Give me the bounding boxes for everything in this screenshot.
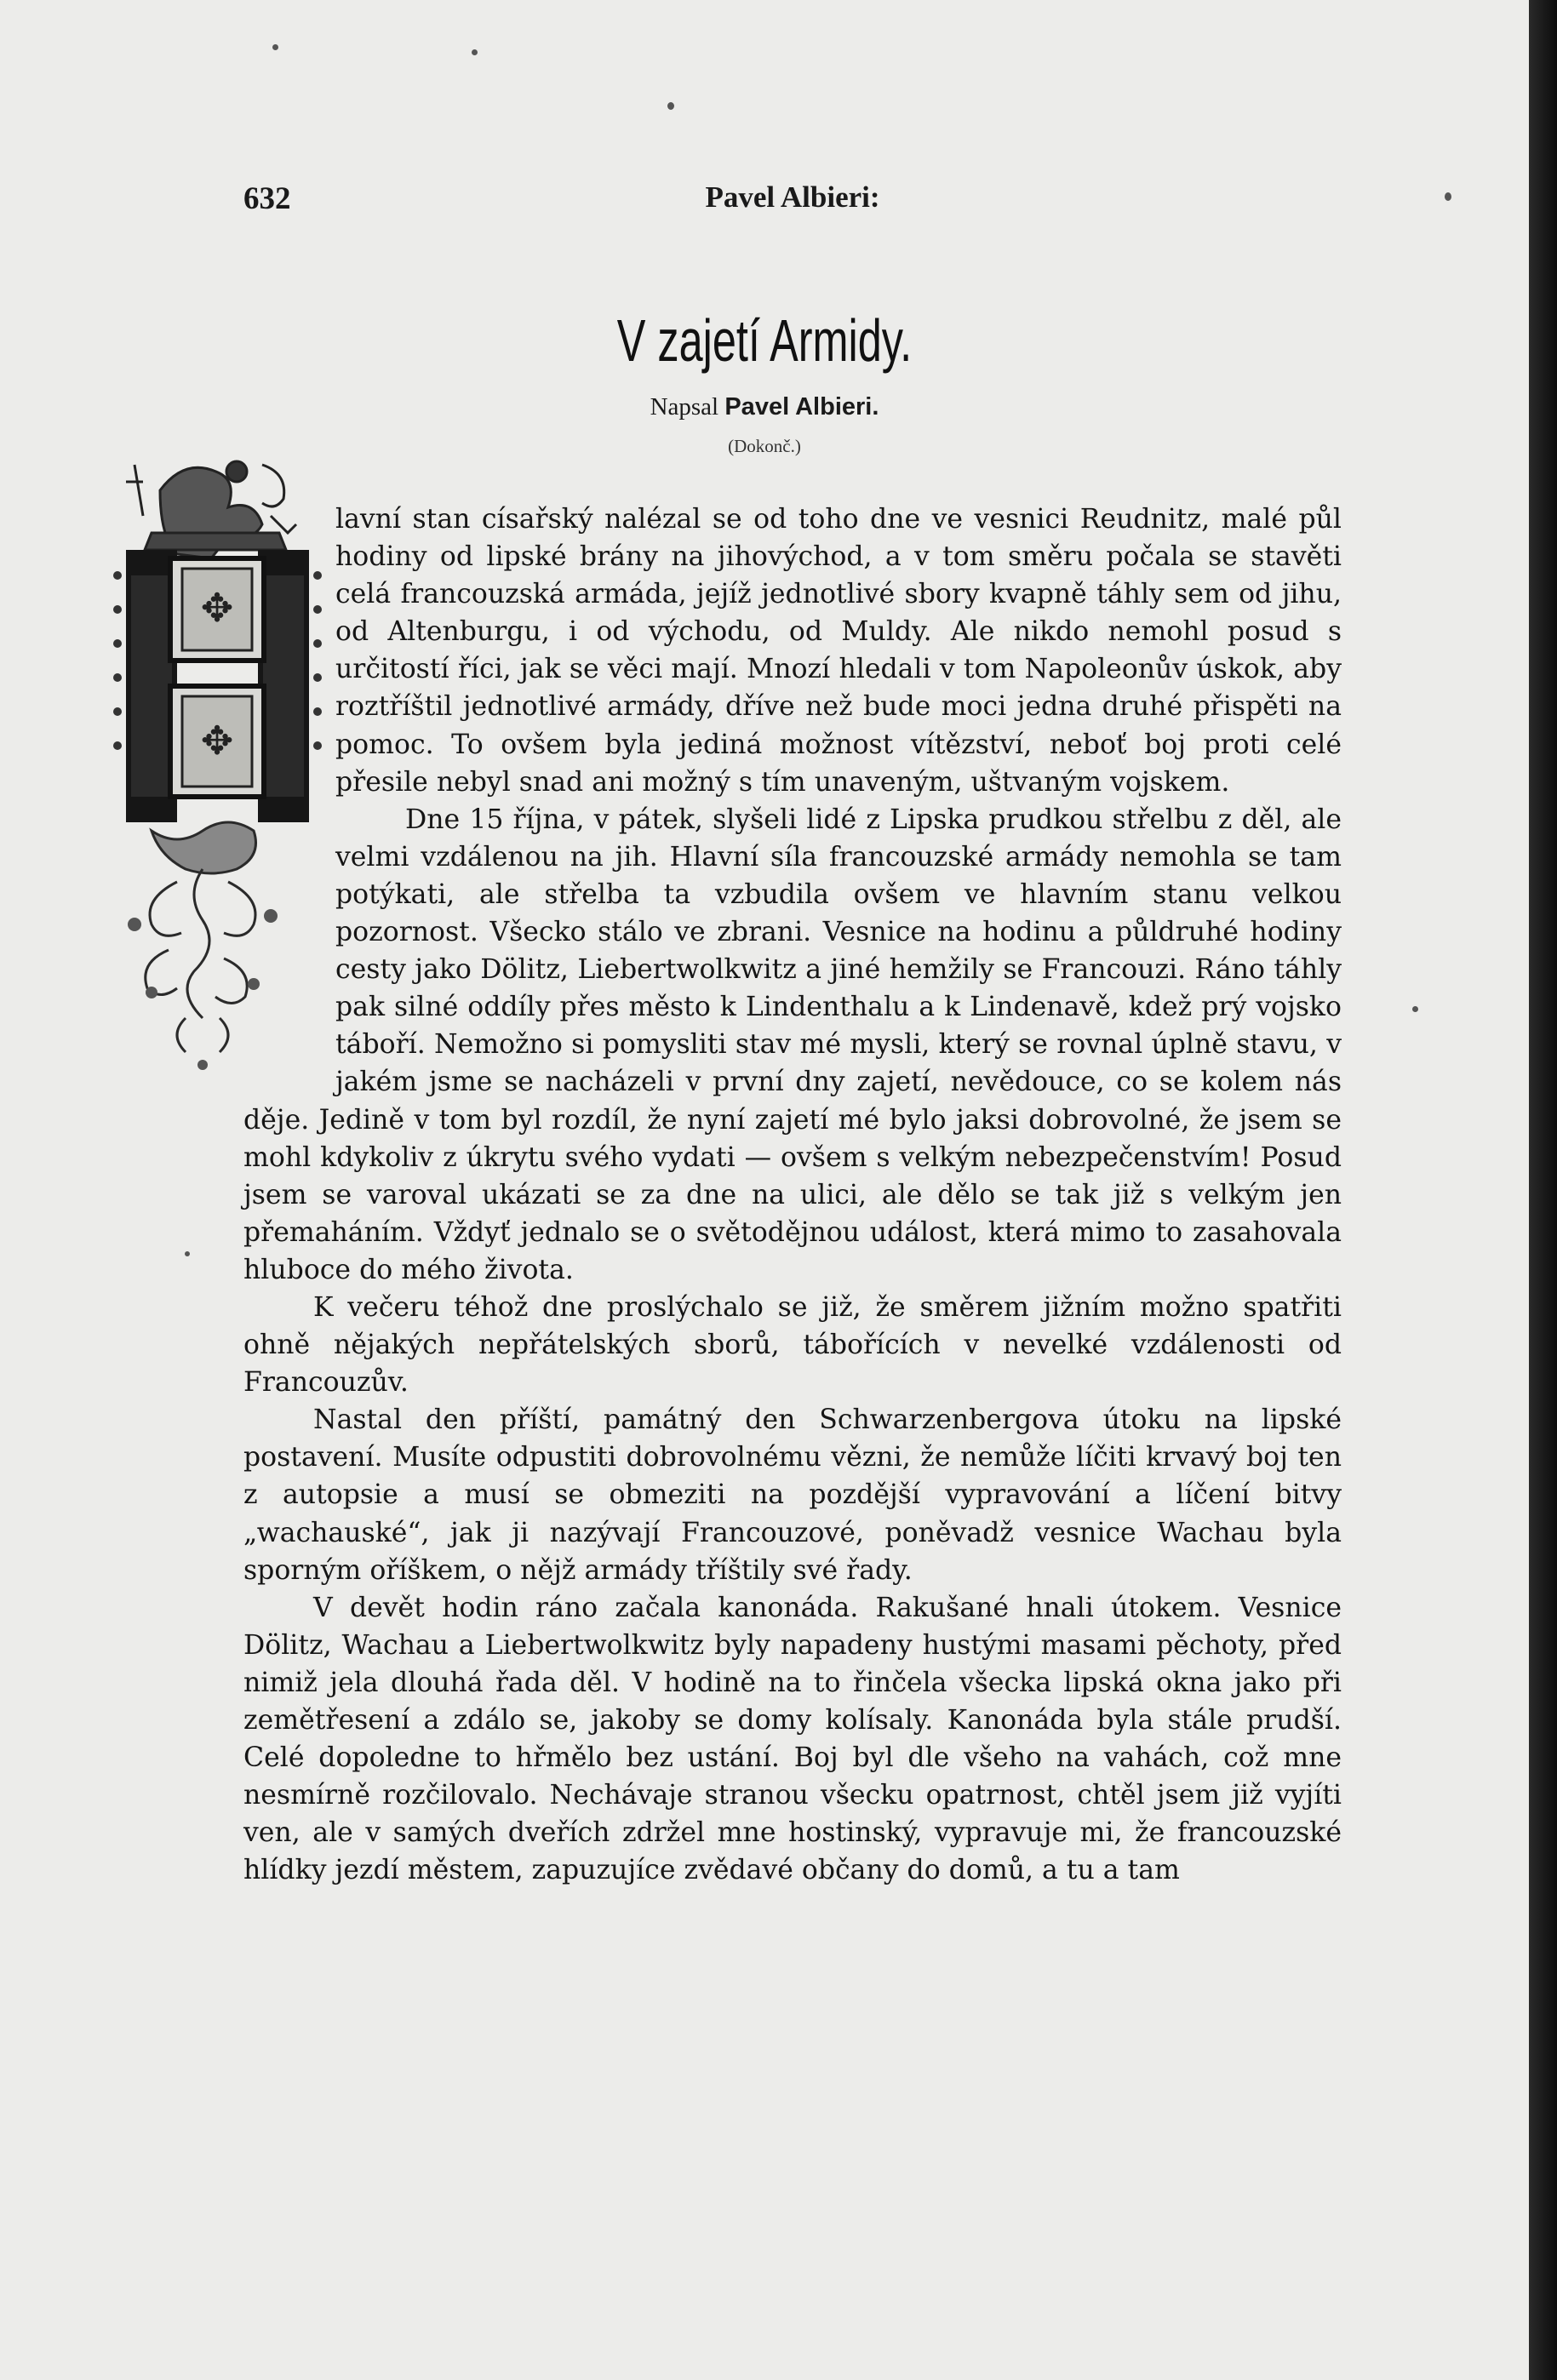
scan-edge <box>1529 0 1557 2380</box>
paragraph-4: Nastal den příští, památný den Schwarzenbergova útoku na lipské postavení. Musíte odpustiti dobrovolnému vězni, že nemůže líčiti krvavý boj ten z autopsie a musí se obmeziti na pozdější vypravování a líčení bitvy „wachauské“, jak ji nazývají Francouzové, poněvadž vesnice Wachau byla sporným oříškem, o nějž armády tříštily své řady. <box>243 1405 1342 1586</box>
continuation-note: (Dokonč.) <box>728 436 801 456</box>
page-number: 632 <box>243 181 291 216</box>
paragraph-3: K večeru téhož dne proslýchalo se již, že směrem jižním možno spatřiti ohně nějakých nepřátelských sborů, tábořících v nevelké vzdálenosti od Francouzův. <box>243 1291 1342 1399</box>
running-head: Pavel Albieri: <box>705 180 880 214</box>
article-body <box>200 501 1342 1889</box>
print-speck <box>1412 1006 1418 1012</box>
ornamental-initial-h <box>100 439 323 1071</box>
page-header <box>243 180 1342 225</box>
print-speck <box>667 102 674 110</box>
article-title: V zajetí Armidy. <box>616 307 913 374</box>
print-speck <box>472 49 478 55</box>
print-speck <box>272 44 278 50</box>
paragraph-1: lavní stan císařský nalézal se od toho dne ve vesnici Reudnitz, malé půl hodiny od lipské brány na jihovýchod, a v tom směru počala se stavěti celá francouzská armáda, jejíž jednotlivé sbory kvapně táhly sem od jihu, od Altenburgu, i od východu, od Muldy. Ale nikdo nemohl posud s určitostí říci, jak se věci mají. Mnozí hledali v tom Napoleonův úskok, aby roztříštil jednotlivé armády, dříve než bude moci jedna druhé přispěti na pomoc. To ovšem byla jediná možnost vítězství, neboť boj proti celé přesile nebyl snad ani možný s tím unaveným, uštvaným vojskem. <box>335 504 1342 798</box>
byline-author: Pavel Albieri. <box>724 393 879 421</box>
print-speck <box>1445 192 1451 201</box>
paragraph-5: V devět hodin ráno začala kanonáda. Rakušané hnali útokem. Vesnice Dölitz, Wachau a Liebertwolkwitz byly napadeny hustými masami pěchoty, před nimiž jela dlouhá řada děl. V hodině na to řinčela všecka lipská okna jako při zemětřesení a zdálo se, jakoby se domy kolísaly. Kanonáda byla stále prudší. Celé dopoledne to hřmělo bez ustání. Boj byl dle všeho na vahách, což mne nesmírně rozčilovalo. Nechávaje stranou všecku opatrnost, chtěl jsem již vyjíti ven, ale v samých dveřích zdržel mne hostinský, vypravuje mi, že francouzské hlídky jezdí městem, zapuzujíce zvědavé občany do domů, a tu a tam <box>243 1592 1342 1886</box>
print-speck <box>185 1251 190 1256</box>
ornamental-initial-h-image <box>100 439 323 1071</box>
byline <box>0 393 1529 421</box>
svg-text:✥: ✥ <box>200 718 234 764</box>
svg-text:✥: ✥ <box>200 585 234 631</box>
byline-prefix: Napsal <box>650 393 719 421</box>
paragraph-2: Dne 15 října, v pátek, slyšeli lidé z Lipska prudkou střelbu z děl, ale velmi vzdálenou na jih. Hlavní síla francouzské armády nemohla se tam potýkati, ale střelba ta vzbudila ovšem ve hlavním stanu velkou pozornost. Všecko stálo ve zbrani. Vesnice na hodinu a půldruhé hodiny cesty jako Dölitz, Liebertwolkwitz a jiné hemžily se Francouzi. Ráno táhly pak silné oddíly přes město k Lindenthalu a k Lindenavě, kdež prý vojsko táboří. Nemožno si pomysliti stav mé mysli, který se rovnal úplně stavu, v jakém jsme se nacházeli v první dny zajetí, nevědouce, co se kolem nás děje. Jedině v tom byl rozdíl, že nyní zajetí mé bylo jaksi dobrovolné, že jsem se mohl kdykoliv z úkrytu svého vydati — ovšem s velkým nebezpečenstvím! Posud jsem se varoval ukázati se za dne na ulici, ale dělo se tak již s velkým jen přemaháním. Vždyť jednalo se o světodějnou událost, která mimo to zasahovala hluboce do mého života. <box>243 804 1342 1285</box>
